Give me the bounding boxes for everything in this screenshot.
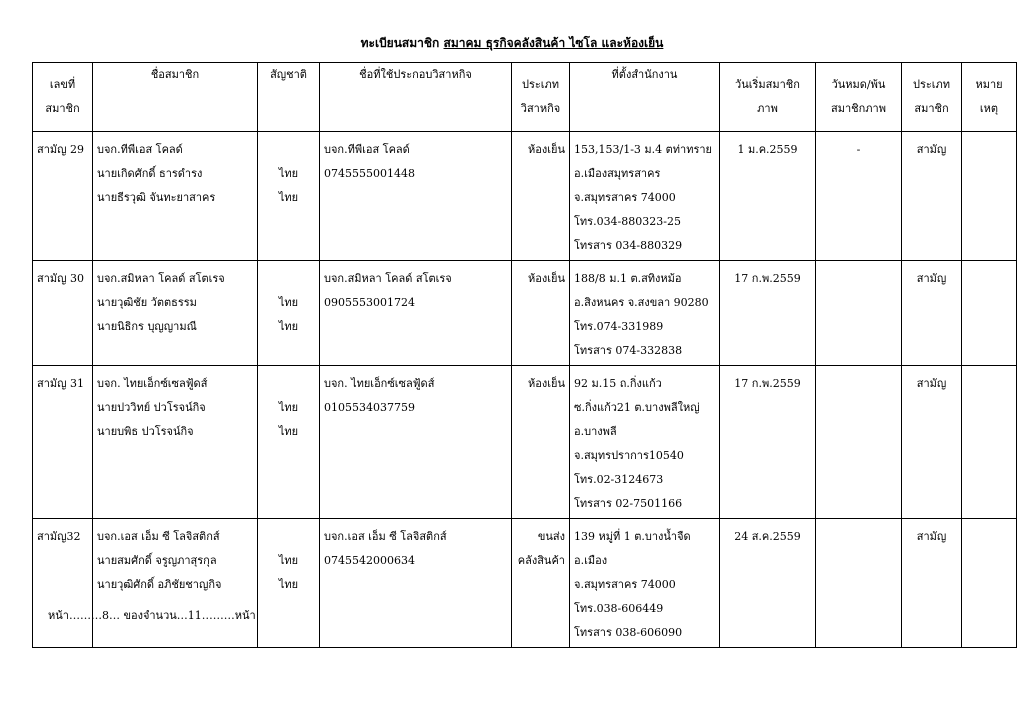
business-name-cell-line: บจก.เอส เอ็ม ซี โลจิสติกส์	[324, 530, 447, 543]
business-name-cell	[320, 132, 512, 261]
header-line: หมาย	[975, 78, 1003, 91]
title-prefix: ทะเบียนสมาชิก	[360, 36, 440, 50]
remarks-cell	[962, 261, 1017, 366]
table-row	[33, 132, 1017, 261]
nationality-cell-line: ไทย	[278, 425, 299, 438]
office-address-cell-line: โทร.038-606449	[574, 602, 664, 615]
header-label: ชื่อที่ใช้ประกอบวิสาหกิจ	[359, 68, 472, 81]
business-type-cell	[512, 261, 570, 366]
start-date-cell-text: 17 ก.พ.2559	[734, 272, 801, 285]
member-no-cell-text: สามัญ32	[37, 530, 81, 543]
member-type-cell	[902, 366, 962, 519]
member-type-cell	[902, 519, 962, 648]
member-type-cell-text: สามัญ	[916, 272, 947, 285]
member-name-cell	[93, 132, 258, 261]
start-date-cell-text: 17 ก.พ.2559	[734, 377, 801, 390]
office-address-cell-line: โทร.034-880323-25	[574, 215, 681, 228]
header-member-name	[93, 63, 258, 132]
business-name-cell	[320, 366, 512, 519]
header-label	[820, 73, 897, 121]
business-type-cell	[512, 519, 570, 648]
nationality-cell-line	[262, 138, 315, 162]
nationality-cell	[258, 366, 320, 519]
nationality-cell-line: ไทย	[278, 167, 299, 180]
nationality-cell-line	[262, 372, 315, 396]
end-date-cell-text: -	[856, 143, 861, 156]
office-address-cell-line: โทรสาร 038-606090	[574, 626, 683, 639]
business-type-cell-line: ห้องเย็น	[528, 143, 565, 156]
header-start-date	[720, 63, 816, 132]
start-date-cell-text: 1 ม.ค.2559	[737, 143, 798, 156]
member-name-cell-line: นายวุฒิชัย วัตตธรรม	[97, 296, 197, 309]
header-office-address	[570, 63, 720, 132]
member-name-cell-line: นายเกิดศักดิ์ ธารดำรง	[97, 167, 203, 180]
nationality-cell	[258, 261, 320, 366]
header-line: เลขที่	[49, 78, 76, 91]
nationality-cell-line: ไทย	[278, 578, 299, 591]
nationality-cell-line	[262, 267, 315, 291]
header-line: ประเภท	[912, 78, 951, 91]
member-name-cell-line: บจก.สมิหลา โคลด์ สโตเรจ	[97, 272, 225, 285]
office-address-cell-line: จ.สมุทรสาคร 74000	[574, 578, 676, 591]
header-label: สัญชาติ	[270, 68, 307, 81]
office-address-cell-line: 92 ม.15 ถ.กิ่งแก้ว	[574, 377, 662, 390]
member-name-cell-line: บจก.ทีพีเอส โคลด์	[97, 143, 183, 156]
office-address-cell-line: 139 หมู่ที่ 1 ต.บางน้ำจืด	[574, 530, 691, 543]
office-address-cell	[570, 132, 720, 261]
end-date-cell	[816, 261, 902, 366]
member-name-cell-line: บจก. ไทยเอ็กซ์เซลฟู้ดส์	[97, 377, 208, 390]
member-register-table	[32, 62, 1017, 648]
nationality-cell-line: ไทย	[278, 296, 299, 309]
end-date-cell	[816, 519, 902, 648]
office-address-cell	[570, 366, 720, 519]
office-address-cell-line: จ.สมุทรสาคร 74000	[574, 191, 676, 204]
business-name-cell-line: 0905553001724	[324, 296, 415, 309]
header-label	[516, 73, 565, 121]
member-type-cell-text: สามัญ	[916, 143, 947, 156]
header-line: สมาชิก	[914, 102, 949, 115]
table-row	[33, 519, 1017, 648]
member-name-cell-line: นายสมศักดิ์ จรูญภาสุรกุล	[97, 554, 217, 567]
member-type-cell	[902, 261, 962, 366]
header-business-name	[320, 63, 512, 132]
header-line: ประเภท	[521, 78, 560, 91]
start-date-cell	[720, 261, 816, 366]
header-label	[724, 73, 811, 121]
start-date-cell	[720, 132, 816, 261]
member-no-cell	[33, 366, 93, 519]
header-business-type	[512, 63, 570, 132]
header-line: สมาชิกภาพ	[831, 102, 886, 115]
business-type-cell-line: ขนส่ง	[537, 530, 565, 543]
header-member-type	[902, 63, 962, 132]
nationality-cell-line: ไทย	[278, 191, 299, 204]
member-no-cell-text: สามัญ 31	[37, 377, 85, 390]
nationality-cell-line: ไทย	[278, 401, 299, 414]
nationality-cell	[258, 519, 320, 648]
member-name-cell	[93, 366, 258, 519]
member-type-cell-text: สามัญ	[916, 530, 947, 543]
member-name-cell-line: นายบพิธ ปวโรจน์กิจ	[97, 425, 194, 438]
member-no-cell	[33, 132, 93, 261]
office-address-cell-line: จ.สมุทรปราการ10540	[574, 449, 684, 462]
office-address-cell-line: 153,153/1-3 ม.4 ตท่าทราย	[574, 143, 712, 156]
start-date-cell	[720, 519, 816, 648]
header-line: เหตุ	[979, 102, 999, 115]
office-address-cell-line: โทรสาร 034-880329	[574, 239, 683, 252]
page-footer: หน้า………8… ของจำนวน…11………หน้า	[48, 609, 256, 622]
office-address-cell-line: อ.สิงหนคร จ.สงขลา 90280	[574, 296, 709, 309]
business-type-cell-line: ห้องเย็น	[528, 272, 565, 285]
business-name-cell-line: บจก. ไทยเอ็กซ์เซลฟู้ดส์	[324, 377, 435, 390]
business-name-cell-line: บจก.ทีพีเอส โคลด์	[324, 143, 410, 156]
end-date-cell	[816, 132, 902, 261]
start-date-cell-text: 24 ส.ค.2559	[734, 530, 801, 543]
remarks-cell	[962, 132, 1017, 261]
header-member-no	[33, 63, 93, 132]
header-line: สมาชิก	[45, 102, 80, 115]
business-type-cell-line: คลังสินค้า	[517, 554, 565, 567]
member-no-cell	[33, 519, 93, 648]
header-remarks	[962, 63, 1017, 132]
start-date-cell	[720, 366, 816, 519]
office-address-cell-line: โทร.074-331989	[574, 320, 664, 333]
member-name-cell	[93, 261, 258, 366]
header-label: ชื่อสมาชิก	[150, 68, 200, 81]
office-address-cell-line: 188/8 ม.1 ต.สทิงหม้อ	[574, 272, 682, 285]
business-type-cell	[512, 366, 570, 519]
header-row	[33, 63, 1017, 132]
member-name-cell	[93, 519, 258, 648]
business-name-cell-line: 0745555001448	[324, 167, 415, 180]
member-name-cell-line: นายวุฒิศักดิ์ อภิชัยชาญกิจ	[97, 578, 222, 591]
business-type-cell	[512, 132, 570, 261]
nationality-cell-line: ไทย	[278, 320, 299, 333]
member-no-cell	[33, 261, 93, 366]
header-label	[966, 73, 1012, 121]
end-date-cell	[816, 366, 902, 519]
header-line: วันเริ่มสมาชิก	[735, 78, 800, 91]
office-address-cell-line: โทร.02-3124673	[574, 473, 664, 486]
business-name-cell-line: 0105534037759	[324, 401, 415, 414]
office-address-cell-line: อ.บางพลี	[574, 425, 617, 438]
header-line: ภาพ	[757, 102, 778, 115]
header-nationality	[258, 63, 320, 132]
remarks-cell	[962, 366, 1017, 519]
business-name-cell	[320, 261, 512, 366]
member-name-cell-line: นายนิธิกร บุญญามณี	[97, 320, 197, 333]
header-label	[906, 73, 957, 121]
member-name-cell-line: บจก.เอส เอ็ม ซี โลจิสติกส์	[97, 530, 220, 543]
header-label	[37, 73, 88, 121]
member-no-cell-text: สามัญ 29	[37, 143, 85, 156]
nationality-cell-line: ไทย	[278, 554, 299, 567]
office-address-cell	[570, 261, 720, 366]
header-end-date	[816, 63, 902, 132]
table-row	[33, 366, 1017, 519]
member-type-cell	[902, 132, 962, 261]
member-name-cell-line: นายปววิทย์ ปวโรจน์กิจ	[97, 401, 206, 414]
member-name-cell-line: นายธีรวุฒิ จันทะยาสาคร	[97, 191, 216, 204]
business-name-cell-line: 0745542000634	[324, 554, 415, 567]
nationality-cell-line	[262, 525, 315, 549]
business-name-cell	[320, 519, 512, 648]
header-label: ที่ตั้งสำนักงาน	[611, 68, 678, 81]
office-address-cell-line: โทรสาร 074-332838	[574, 344, 683, 357]
header-line: วิสาหกิจ	[520, 102, 561, 115]
nationality-cell	[258, 132, 320, 261]
office-address-cell-line: โทรสาร 02-7501166	[574, 497, 683, 510]
office-address-cell-line: อ.เมืองสมุทรสาคร	[574, 167, 661, 180]
office-address-cell-line: อ.เมือง	[574, 554, 608, 567]
header-line: วันหมด/พ้น	[831, 78, 886, 91]
business-type-cell-line: ห้องเย็น	[528, 377, 565, 390]
document-title	[0, 34, 1024, 53]
remarks-cell	[962, 519, 1017, 648]
title-main: สมาคม ธุรกิจคลังสินค้า ไซโล และห้องเย็น	[443, 36, 664, 50]
office-address-cell-line: ซ.กิ่งแก้ว21 ต.บางพลีใหญ่	[574, 401, 700, 414]
office-address-cell	[570, 519, 720, 648]
member-no-cell-text: สามัญ 30	[37, 272, 85, 285]
business-name-cell-line: บจก.สมิหลา โคลด์ สโตเรจ	[324, 272, 452, 285]
member-type-cell-text: สามัญ	[916, 377, 947, 390]
table-row	[33, 261, 1017, 366]
